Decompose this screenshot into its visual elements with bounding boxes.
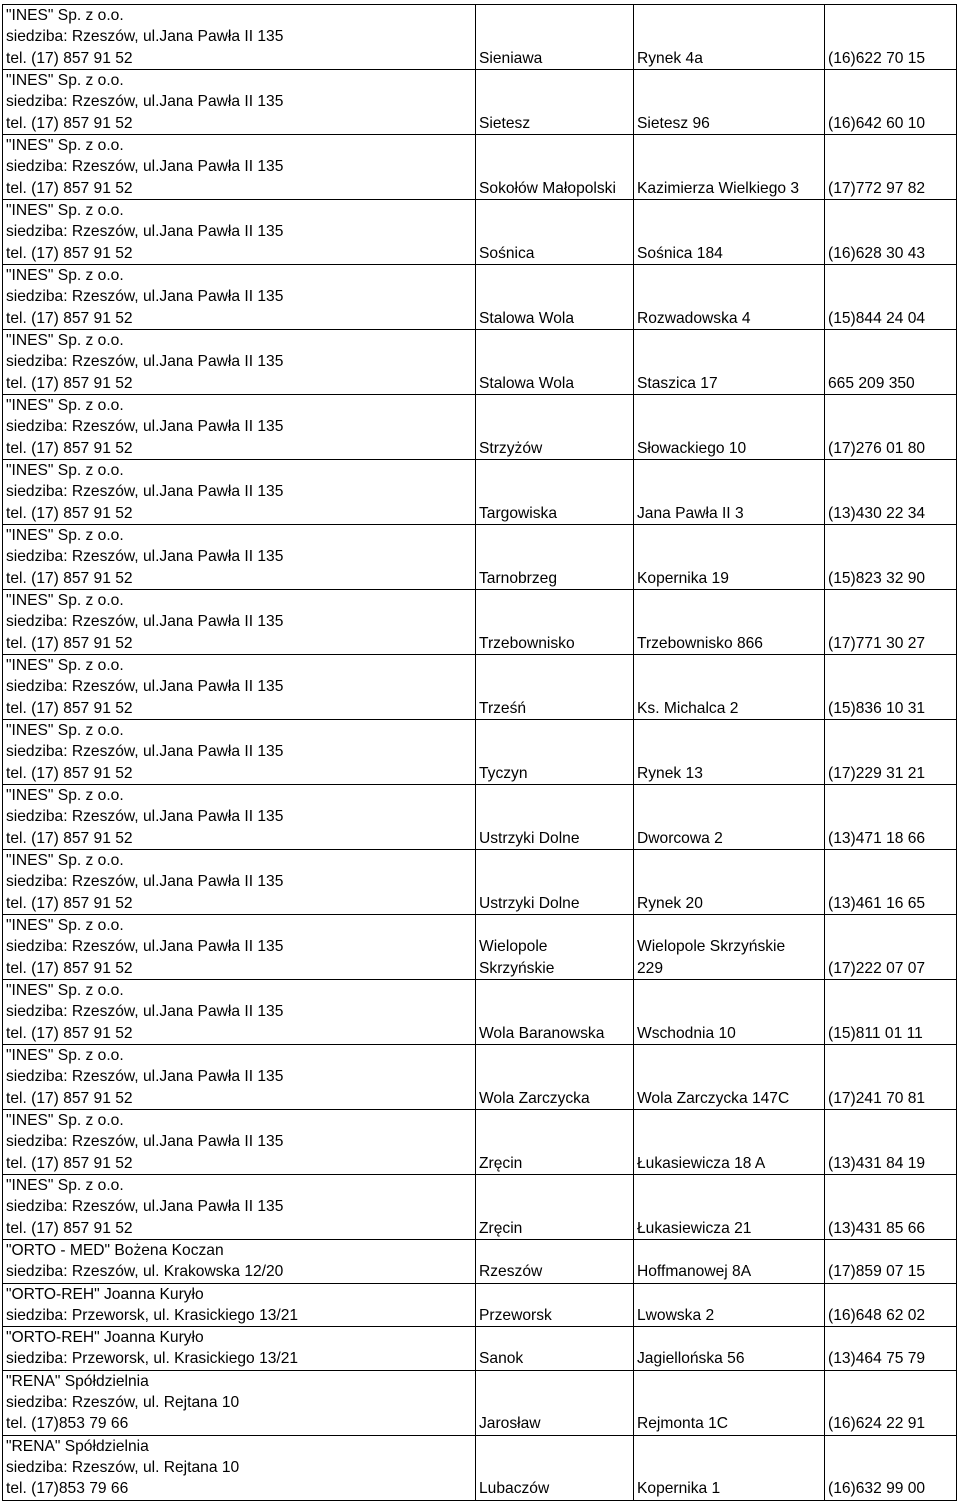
city-cell-line: Stalowa Wola <box>479 309 575 327</box>
phone-cell: (16)628 30 43 <box>825 200 957 265</box>
address-cell-line: Hoffmanowej 8A <box>637 1263 752 1281</box>
city-cell <box>476 1370 634 1435</box>
address-cell-line: Rejmonta 1C <box>637 1415 729 1433</box>
address-cell <box>634 1045 825 1110</box>
city-cell <box>476 1110 634 1175</box>
phone-cell: (15)836 10 31 <box>825 655 957 720</box>
company-cell-line: siedziba: Rzeszów, ul.Jana Pawła II 135 <box>6 613 284 631</box>
city-cell-line: Przeworsk <box>479 1306 552 1324</box>
city-cell <box>476 785 634 850</box>
address-cell-line: 229 <box>637 959 664 977</box>
address-cell <box>634 1370 825 1435</box>
city-cell <box>476 330 634 395</box>
phone-cell: (16)622 70 15 <box>825 5 957 70</box>
table-row <box>3 70 957 135</box>
city-cell <box>476 590 634 655</box>
phone-cell: (16)632 99 00 <box>825 1435 957 1500</box>
address-cell-line: Wola Zarczycka 147C <box>637 1089 790 1107</box>
company-cell-line: siedziba: Rzeszów, ul. Rejtana 10 <box>6 1459 240 1477</box>
company-cell-line: "ORTO-REH" Joanna Kuryło <box>6 1329 204 1347</box>
address-cell-line: Słowackiego 10 <box>637 439 747 457</box>
company-cell-line: "INES" Sp. z o.o. <box>6 657 124 675</box>
phone-cell: (13)431 84 19 <box>825 1110 957 1175</box>
city-cell-line: Targowiska <box>479 504 557 522</box>
city-cell <box>476 1240 634 1284</box>
address-cell <box>634 70 825 135</box>
company-cell-line: siedziba: Rzeszów, ul.Jana Pawła II 135 <box>6 1003 284 1021</box>
company-cell <box>3 330 476 395</box>
company-cell <box>3 395 476 460</box>
address-cell-line: Jana Pawła II 3 <box>637 504 744 522</box>
table-row <box>3 1110 957 1175</box>
city-cell <box>476 5 634 70</box>
address-cell-line: Sietesz 96 <box>637 114 710 132</box>
company-cell-line: tel. (17) 857 91 52 <box>6 179 133 197</box>
address-cell-line: Trzebownisko 866 <box>637 634 763 652</box>
company-cell <box>3 1240 476 1284</box>
company-cell-line: tel. (17) 857 91 52 <box>6 439 133 457</box>
company-cell-line: "INES" Sp. z o.o. <box>6 527 124 545</box>
city-cell-line: Stalowa Wola <box>479 374 575 392</box>
address-cell-line: Rynek 13 <box>637 764 703 782</box>
phone-cell: (17)229 31 21 <box>825 720 957 785</box>
address-cell <box>634 5 825 70</box>
table-row <box>3 785 957 850</box>
table-row <box>3 200 957 265</box>
table-row <box>3 915 957 980</box>
city-cell-line: Ustrzyki Dolne <box>479 894 580 912</box>
phone-cell: (15)844 24 04 <box>825 265 957 330</box>
company-cell-line: tel. (17) 857 91 52 <box>6 764 133 782</box>
company-cell-line: "INES" Sp. z o.o. <box>6 72 124 90</box>
address-cell <box>634 200 825 265</box>
city-cell <box>476 1435 634 1500</box>
company-cell-line: "INES" Sp. z o.o. <box>6 462 124 480</box>
company-cell-line: tel. (17) 857 91 52 <box>6 1219 133 1237</box>
address-cell <box>634 330 825 395</box>
company-cell-line: "INES" Sp. z o.o. <box>6 137 124 155</box>
table-row <box>3 135 957 200</box>
table-row <box>3 720 957 785</box>
company-cell <box>3 135 476 200</box>
company-cell-line: siedziba: Rzeszów, ul.Jana Pawła II 135 <box>6 1068 284 1086</box>
company-cell-line: "INES" Sp. z o.o. <box>6 982 124 1000</box>
city-cell-line: Strzyżów <box>479 439 543 457</box>
address-cell-line: Wielopole Skrzyńskie <box>637 938 786 956</box>
phone-cell: (17)241 70 81 <box>825 1045 957 1110</box>
address-cell <box>634 1435 825 1500</box>
company-cell-line: tel. (17) 857 91 52 <box>6 504 133 522</box>
company-cell-line: "INES" Sp. z o.o. <box>6 787 124 805</box>
city-cell-line: Skrzyńskie <box>479 959 555 977</box>
city-cell-line: Sokołów Małopolski <box>479 179 616 197</box>
city-cell-line: Wielopole <box>479 938 548 956</box>
company-cell-line: "INES" Sp. z o.o. <box>6 592 124 610</box>
city-cell-line: Wola Zarczycka <box>479 1089 590 1107</box>
company-cell-line: "INES" Sp. z o.o. <box>6 917 124 935</box>
company-cell <box>3 980 476 1045</box>
address-cell <box>634 850 825 915</box>
phone-cell: (13)431 85 66 <box>825 1175 957 1240</box>
city-cell-line: Tarnobrzeg <box>479 569 558 587</box>
address-cell-line: Kazimierza Wielkiego 3 <box>637 179 800 197</box>
phone-cell: (13)461 16 65 <box>825 850 957 915</box>
company-cell-line: siedziba: Rzeszów, ul.Jana Pawła II 135 <box>6 158 284 176</box>
company-cell-line: tel. (17) 857 91 52 <box>6 829 133 847</box>
phone-cell: (16)648 62 02 <box>825 1283 957 1327</box>
company-cell <box>3 655 476 720</box>
phone-cell: (16)642 60 10 <box>825 70 957 135</box>
company-cell-line: siedziba: Rzeszów, ul.Jana Pawła II 135 <box>6 223 284 241</box>
city-cell-line: Jarosław <box>479 1415 541 1433</box>
city-cell <box>476 200 634 265</box>
table-row <box>3 1435 957 1500</box>
company-cell <box>3 1435 476 1500</box>
address-cell-line: Kopernika 19 <box>637 569 729 587</box>
address-cell-line: Wschodnia 10 <box>637 1024 736 1042</box>
company-cell-line: tel. (17) 857 91 52 <box>6 699 133 717</box>
table-row <box>3 1045 957 1110</box>
company-cell-line: "ORTO-REH" Joanna Kuryło <box>6 1285 204 1303</box>
company-cell-line: "INES" Sp. z o.o. <box>6 1112 124 1130</box>
table-row <box>3 590 957 655</box>
company-cell-line: tel. (17) 857 91 52 <box>6 244 133 262</box>
company-cell-line: "RENA" Spółdzielnia <box>6 1372 149 1390</box>
company-cell-line: siedziba: Rzeszów, ul.Jana Pawła II 135 <box>6 93 284 111</box>
address-cell <box>634 135 825 200</box>
city-cell <box>476 1327 634 1371</box>
phone-cell: (13)430 22 34 <box>825 460 957 525</box>
city-cell-line: Zręcin <box>479 1219 523 1237</box>
company-cell <box>3 850 476 915</box>
address-cell <box>634 1327 825 1371</box>
table-row <box>3 1370 957 1435</box>
company-cell-line: tel. (17) 857 91 52 <box>6 114 133 132</box>
company-cell-line: siedziba: Rzeszów, ul.Jana Pawła II 135 <box>6 288 284 306</box>
company-cell-line: tel. (17) 857 91 52 <box>6 1024 133 1042</box>
company-cell-line: "RENA" Spółdzielnia <box>6 1437 149 1455</box>
company-cell-line: tel. (17) 857 91 52 <box>6 1154 133 1172</box>
phone-cell: (13)464 75 79 <box>825 1327 957 1371</box>
company-cell-line: "INES" Sp. z o.o. <box>6 332 124 350</box>
city-cell-line: Trześń <box>479 699 527 717</box>
phone-cell: (17)222 07 07 <box>825 915 957 980</box>
company-cell <box>3 1283 476 1327</box>
address-cell <box>634 785 825 850</box>
address-cell-line: Rozwadowska 4 <box>637 309 751 327</box>
phone-cell: (15)823 32 90 <box>825 525 957 590</box>
company-cell-line: tel. (17) 857 91 52 <box>6 374 133 392</box>
company-cell-line: siedziba: Rzeszów, ul.Jana Pawła II 135 <box>6 938 284 956</box>
address-cell-line: Rynek 20 <box>637 894 703 912</box>
address-cell-line: Rynek 4a <box>637 49 703 67</box>
distributor-table <box>2 4 957 1501</box>
city-cell-line: Sietesz <box>479 114 531 132</box>
company-cell-line: siedziba: Rzeszów, ul. Rejtana 10 <box>6 1394 240 1412</box>
company-cell-line: "INES" Sp. z o.o. <box>6 397 124 415</box>
address-cell-line: Sośnica 184 <box>637 244 723 262</box>
company-cell-line: siedziba: Rzeszów, ul.Jana Pawła II 135 <box>6 353 284 371</box>
company-cell-line: siedziba: Przeworsk, ul. Krasickiego 13/21 <box>6 1350 299 1368</box>
company-cell <box>3 525 476 590</box>
company-cell-line: tel. (17) 857 91 52 <box>6 894 133 912</box>
company-cell <box>3 200 476 265</box>
address-cell-line: Jagiellońska 56 <box>637 1350 745 1368</box>
address-cell-line: Dworcowa 2 <box>637 829 723 847</box>
city-cell <box>476 395 634 460</box>
company-cell-line: "INES" Sp. z o.o. <box>6 1047 124 1065</box>
company-cell <box>3 1327 476 1371</box>
company-cell <box>3 1110 476 1175</box>
company-cell-line: tel. (17) 857 91 52 <box>6 309 133 327</box>
table-row <box>3 850 957 915</box>
table-row <box>3 525 957 590</box>
address-cell <box>634 460 825 525</box>
company-cell-line: tel. (17) 857 91 52 <box>6 959 133 977</box>
phone-cell: (17)772 97 82 <box>825 135 957 200</box>
city-cell <box>476 655 634 720</box>
city-cell-line: Sanok <box>479 1350 524 1368</box>
company-cell-line: tel. (17) 857 91 52 <box>6 634 133 652</box>
city-cell <box>476 850 634 915</box>
company-cell-line: tel. (17) 857 91 52 <box>6 49 133 67</box>
table-row <box>3 265 957 330</box>
company-cell-line: tel. (17)853 79 66 <box>6 1480 129 1498</box>
address-cell <box>634 980 825 1045</box>
address-cell <box>634 525 825 590</box>
address-cell-line: Lwowska 2 <box>637 1306 715 1324</box>
city-cell <box>476 1175 634 1240</box>
phone-cell: (15)811 01 11 <box>825 980 957 1045</box>
phone-cell: (16)624 22 91 <box>825 1370 957 1435</box>
company-cell <box>3 915 476 980</box>
company-cell-line: siedziba: Rzeszów, ul.Jana Pawła II 135 <box>6 1198 284 1216</box>
table-row <box>3 1283 957 1327</box>
address-cell <box>634 1240 825 1284</box>
city-cell <box>476 135 634 200</box>
city-cell-line: Ustrzyki Dolne <box>479 829 580 847</box>
company-cell <box>3 590 476 655</box>
table-row <box>3 330 957 395</box>
company-cell-line: siedziba: Rzeszów, ul.Jana Pawła II 135 <box>6 678 284 696</box>
company-cell-line: siedziba: Przeworsk, ul. Krasickiego 13/21 <box>6 1306 299 1324</box>
city-cell-line: Zręcin <box>479 1154 523 1172</box>
company-cell-line: tel. (17)853 79 66 <box>6 1415 129 1433</box>
address-cell <box>634 395 825 460</box>
company-cell <box>3 460 476 525</box>
company-cell-line: tel. (17) 857 91 52 <box>6 569 133 587</box>
company-cell-line: siedziba: Rzeszów, ul. Krakowska 12/20 <box>6 1263 284 1281</box>
city-cell <box>476 460 634 525</box>
address-cell-line: Kopernika 1 <box>637 1480 721 1498</box>
city-cell-line: Lubaczów <box>479 1480 550 1498</box>
company-cell-line: siedziba: Rzeszów, ul.Jana Pawła II 135 <box>6 873 284 891</box>
city-cell <box>476 720 634 785</box>
company-cell-line: "INES" Sp. z o.o. <box>6 202 124 220</box>
city-cell-line: Sośnica <box>479 244 535 262</box>
address-cell <box>634 1110 825 1175</box>
city-cell <box>476 70 634 135</box>
table-row <box>3 5 957 70</box>
address-cell <box>634 655 825 720</box>
city-cell-line: Wola Baranowska <box>479 1024 605 1042</box>
address-cell <box>634 590 825 655</box>
city-cell-line: Tyczyn <box>479 764 528 782</box>
company-cell <box>3 1175 476 1240</box>
address-cell <box>634 1175 825 1240</box>
table-row <box>3 655 957 720</box>
company-cell <box>3 1045 476 1110</box>
company-cell <box>3 5 476 70</box>
address-cell <box>634 915 825 980</box>
address-cell-line: Łukasiewicza 18 A <box>637 1154 766 1172</box>
company-cell-line: siedziba: Rzeszów, ul.Jana Pawła II 135 <box>6 28 284 46</box>
company-cell-line: "INES" Sp. z o.o. <box>6 7 124 25</box>
company-cell <box>3 785 476 850</box>
company-cell-line: "INES" Sp. z o.o. <box>6 722 124 740</box>
table-row <box>3 395 957 460</box>
company-cell-line: siedziba: Rzeszów, ul.Jana Pawła II 135 <box>6 548 284 566</box>
company-cell-line: siedziba: Rzeszów, ul.Jana Pawła II 135 <box>6 1133 284 1151</box>
company-cell-line: siedziba: Rzeszów, ul.Jana Pawła II 135 <box>6 808 284 826</box>
phone-cell: (13)471 18 66 <box>825 785 957 850</box>
phone-cell: (17)859 07 15 <box>825 1240 957 1284</box>
address-cell <box>634 1283 825 1327</box>
company-cell-line: "ORTO - MED" Bożena Koczan <box>6 1242 224 1259</box>
address-cell-line: Łukasiewicza 21 <box>637 1219 752 1237</box>
company-cell-line: "INES" Sp. z o.o. <box>6 852 124 870</box>
phone-cell: (17)276 01 80 <box>825 395 957 460</box>
table-row <box>3 980 957 1045</box>
city-cell <box>476 980 634 1045</box>
table-row <box>3 1327 957 1371</box>
city-cell-line: Rzeszów <box>479 1263 543 1281</box>
table-row <box>3 460 957 525</box>
company-cell-line: "INES" Sp. z o.o. <box>6 267 124 285</box>
company-cell <box>3 1370 476 1435</box>
address-cell <box>634 265 825 330</box>
address-cell <box>634 720 825 785</box>
address-cell-line: Staszica 17 <box>637 374 718 392</box>
company-cell-line: "INES" Sp. z o.o. <box>6 1177 124 1195</box>
company-cell <box>3 720 476 785</box>
company-cell-line: siedziba: Rzeszów, ul.Jana Pawła II 135 <box>6 743 284 761</box>
table-body <box>3 5 957 1501</box>
company-cell-line: siedziba: Rzeszów, ul.Jana Pawła II 135 <box>6 483 284 501</box>
city-cell <box>476 265 634 330</box>
address-cell-line: Ks. Michalca 2 <box>637 699 739 717</box>
phone-cell: 665 209 350 <box>825 330 957 395</box>
city-cell <box>476 1283 634 1327</box>
company-cell-line: tel. (17) 857 91 52 <box>6 1089 133 1107</box>
city-cell <box>476 525 634 590</box>
city-cell-line: Trzebownisko <box>479 634 575 652</box>
table-row <box>3 1175 957 1240</box>
phone-cell: (17)771 30 27 <box>825 590 957 655</box>
company-cell <box>3 70 476 135</box>
city-cell <box>476 1045 634 1110</box>
company-cell <box>3 265 476 330</box>
city-cell <box>476 915 634 980</box>
company-cell-line: siedziba: Rzeszów, ul.Jana Pawła II 135 <box>6 418 284 436</box>
table-row <box>3 1240 957 1284</box>
city-cell-line: Sieniawa <box>479 49 543 67</box>
